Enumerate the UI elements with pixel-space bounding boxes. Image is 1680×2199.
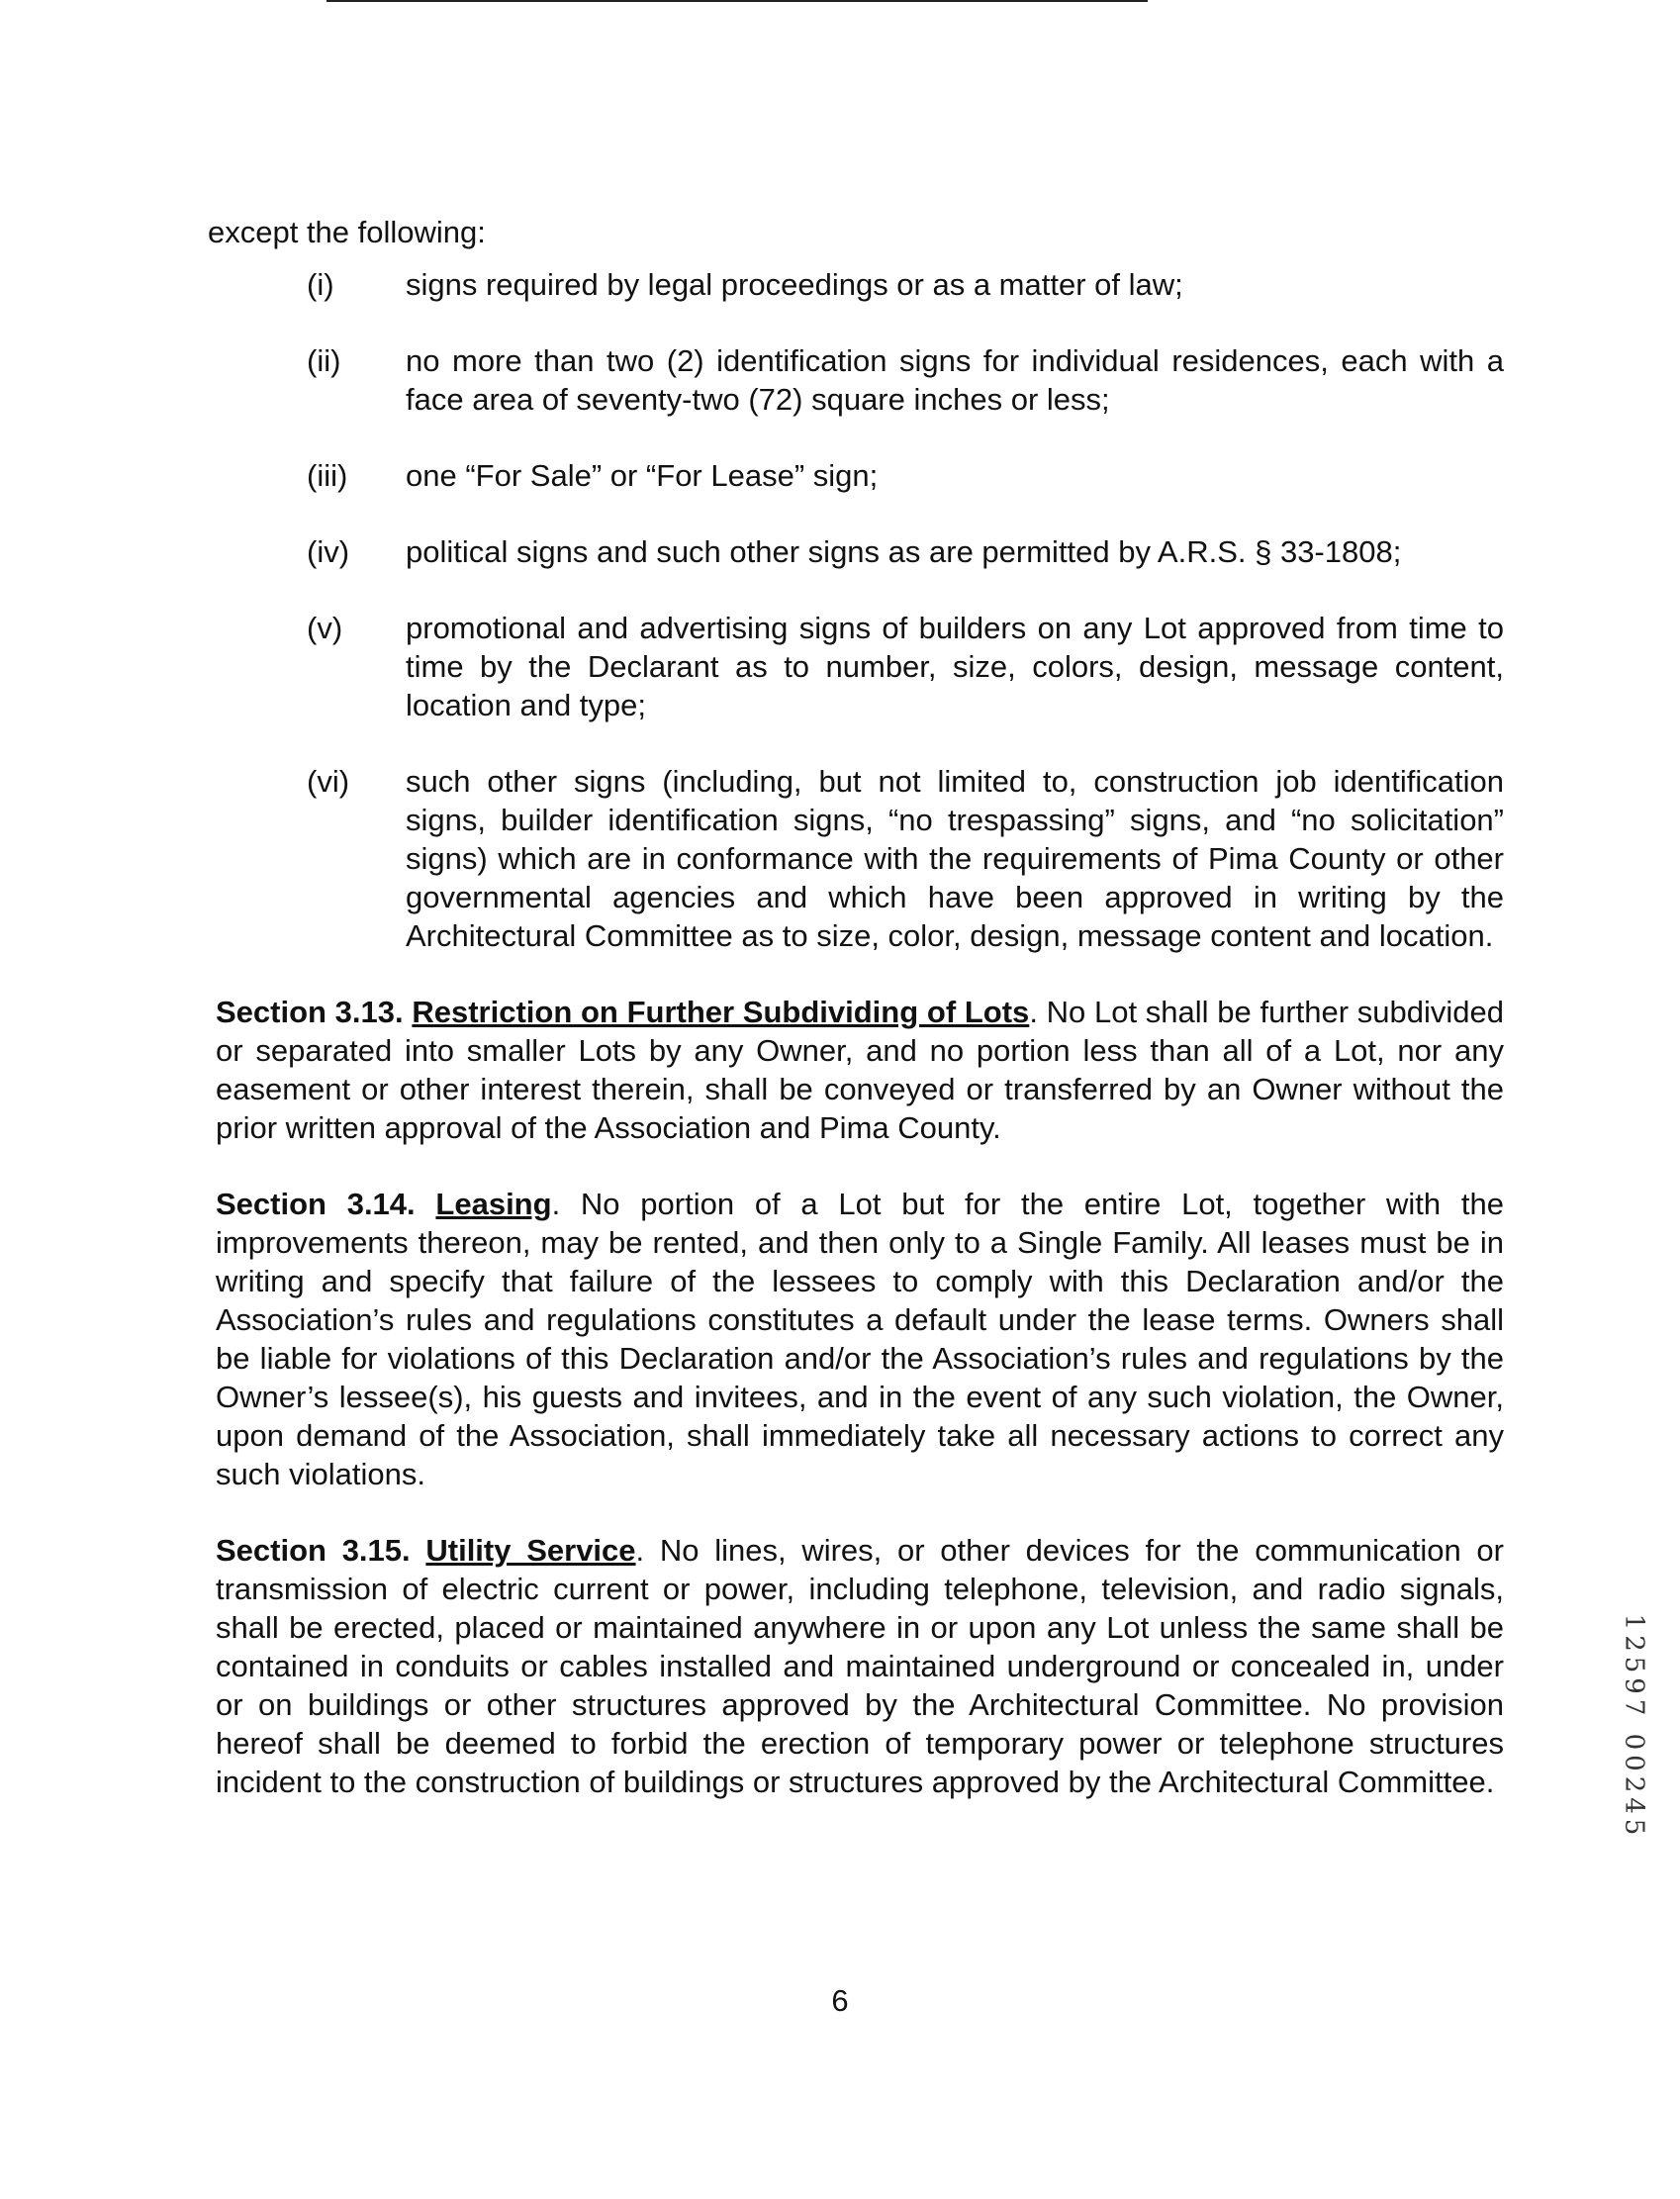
page-number: 6 — [831, 1983, 849, 2018]
list-item — [208, 609, 1504, 724]
list-item-number: (ii) — [307, 343, 341, 378]
section-3-14: Section 3.14. Leasing. No portion of a Lot but for the entire Lot, together with the improvements thereon, may be rented, and then only to a Single Family. All leases must be in writing and specify that failure of the lessees to comply with this Declaration and/or the Association’s rules and regulations constitutes a default under the lease terms. Owners shall be liable for violations of this Declaration and/or the Association’s rules and regulations by the Owner’s lessee(s), his guests and invitees, and in the event of any such violation, the Owner, upon demand of the Association, shall immediately take all necessary actions to correct any such violations. — [216, 1187, 1504, 1491]
list-item-number: (vi) — [307, 764, 350, 799]
list-item — [208, 456, 1504, 495]
section-title: Utility Service — [425, 1533, 636, 1568]
list-item-number: (iv) — [307, 534, 350, 569]
list-item-text: no more than two (2) identification signs for individual residences, each with a face area of seventy-two (72) square inches or less; — [406, 343, 1504, 417]
list-item-number: (iii) — [307, 458, 348, 493]
section-3-15: Section 3.15. Utility Service. No lines, wires, or other devices for the communication or transmission of electric current or power, including telephone, television, and radio signals, shall be erected, placed or maintained anywhere in or upon any Lot unless the same shall be contained in conduits or cables installed and maintained underground or concealed in, under or on buildings or other structures approved by the Architectural Committee. No provision hereof shall be deemed to forbid the erection of temporary power or telephone structures incident to the construction of buildings or structures approved by the Architectural Committee. — [216, 1533, 1504, 1799]
section-body: No lines, wires, or other devices for the communication or transmission of electric current or power, including telephone, television, and radio signals, shall be erected, placed or maintained anywhere in or upon any Lot unless the same shall be contained in conduits or cables installed and maintained underground or concealed in, under or on buildings or other structures approved by the Architectural Committee. No provision hereof shall be deemed to forbid the erection of temporary power or telephone structures incident to the construction of buildings or structures approved by the Architectural Committee. — [216, 1533, 1504, 1799]
list-item-text: one “For Sale” or “For Lease” sign; — [406, 458, 879, 493]
sign-exceptions-list — [208, 265, 1504, 955]
intro-text: except the following: — [208, 215, 486, 249]
list-item — [208, 532, 1504, 571]
document-page — [208, 213, 1504, 1839]
section-3-13: Section 3.13. Restriction on Further Subdividing of Lots. No Lot shall be further subdivided or separated into smaller Lots by any Owner, and no portion less than all of a Lot, nor any easement or other interest therein, shall be conveyed or transferred by an Owner without the prior written approval of the Association and Pima County. — [216, 995, 1505, 1145]
list-item — [208, 265, 1504, 304]
top-border-line — [327, 0, 1148, 2]
section-body: No Lot shall be further subdivided or separated into smaller Lots by any Owner, and no portion less than all of a Lot, nor any easement or other interest therein, shall be conveyed or transferred by an Owner without the prior written approval of the Association and Pima County. — [216, 995, 1505, 1145]
section-number: Section 3.15. — [216, 1533, 411, 1568]
list-item-number: (v) — [307, 611, 343, 645]
section-title: Leasing — [435, 1187, 552, 1221]
recording-stamp-text: 12597 00245 — [1619, 1613, 1648, 1841]
recording-stamp — [1609, 1593, 1658, 1861]
section-body: No portion of a Lot but for the entire Lot, together with the improvements thereon, may be rented, and then only to a Single Family. All leases must be in writing and specify that failure of the lessees to comply with this Declaration and/or the Association’s rules and regulations constitutes a default under the lease terms. Owners shall be liable for violations of this Declaration and/or the Association’s rules and regulations by the Owner’s lessee(s), his guests and invitees, and in the event of any such violation, the Owner, upon demand of the Association, shall immediately take all necessary actions to correct any such violations. — [216, 1187, 1504, 1491]
section-number: Section 3.14. — [216, 1187, 416, 1221]
section-title: Restriction on Further Subdividing of Lots — [412, 995, 1030, 1029]
list-item-text: such other signs (including, but not limited to, construction job identification signs, builder identification signs, “no trespassing” signs, and “no solicitation” signs) which are in conformance with the requirements of Pima County or other governmental agencies and which have been approved in writing by the Architectural Committee as to size, color, design, message content and location. — [406, 764, 1504, 953]
list-item — [208, 341, 1504, 419]
list-item — [208, 762, 1504, 955]
list-item-text: political signs and such other signs as are permitted by A.R.S. § 33-1808; — [406, 534, 1402, 569]
list-item-number: (i) — [307, 267, 334, 302]
list-item-text: promotional and advertising signs of builders on any Lot approved from time to time by the Declarant as to number, size, colors, design, message content, location and type; — [406, 611, 1504, 722]
list-item-text: signs required by legal proceedings or as a matter of law; — [406, 267, 1183, 302]
section-number: Section 3.13. — [216, 995, 404, 1029]
